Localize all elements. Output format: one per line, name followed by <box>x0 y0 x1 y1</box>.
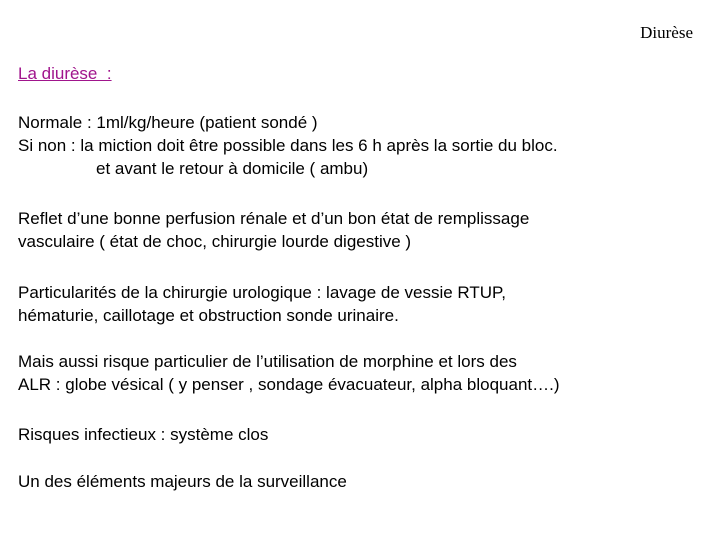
paragraph-perfusion <box>18 207 718 253</box>
paragraph-line: vasculaire ( état de choc, chirurgie lourde digestive ) <box>18 232 412 251</box>
paragraph-line: Particularités de la chirurgie urologique : lavage de vessie RTUP, <box>18 283 506 302</box>
paragraph-line: Normale : 1ml/kg/heure (patient sondé ) <box>18 113 318 132</box>
paragraph-line: Mais aussi risque particulier de l’utilisation de morphine et lors des <box>18 352 517 371</box>
paragraph-line: Un des éléments majeurs de la surveillance <box>18 472 347 491</box>
paragraph-line: Si non : la miction doit être possible dans les 6 h après la sortie du bloc. <box>18 136 558 155</box>
paragraph-morphine-risk <box>18 350 718 396</box>
section-heading: La diurèse : <box>18 64 112 83</box>
paragraph-line: Reflet d’une bonne perfusion rénale et d’un bon état de remplissage <box>18 209 530 228</box>
paragraph-line-indented: et avant le retour à domicile ( ambu) <box>96 159 369 178</box>
paragraph-urology <box>18 281 718 327</box>
paragraph-normal-diuresis <box>18 111 718 180</box>
paragraph-line: Risques infectieux : système clos <box>18 425 269 444</box>
paragraph-line: ALR : globe vésical ( y penser , sondage évacuateur, alpha bloquant….) <box>18 375 560 394</box>
paragraph-infection-risk <box>18 423 718 446</box>
paragraph-monitoring <box>18 470 718 493</box>
paragraph-line: hématurie, caillotage et obstruction sonde urinaire. <box>18 306 399 325</box>
slide-header-title: Diurèse <box>640 23 693 42</box>
